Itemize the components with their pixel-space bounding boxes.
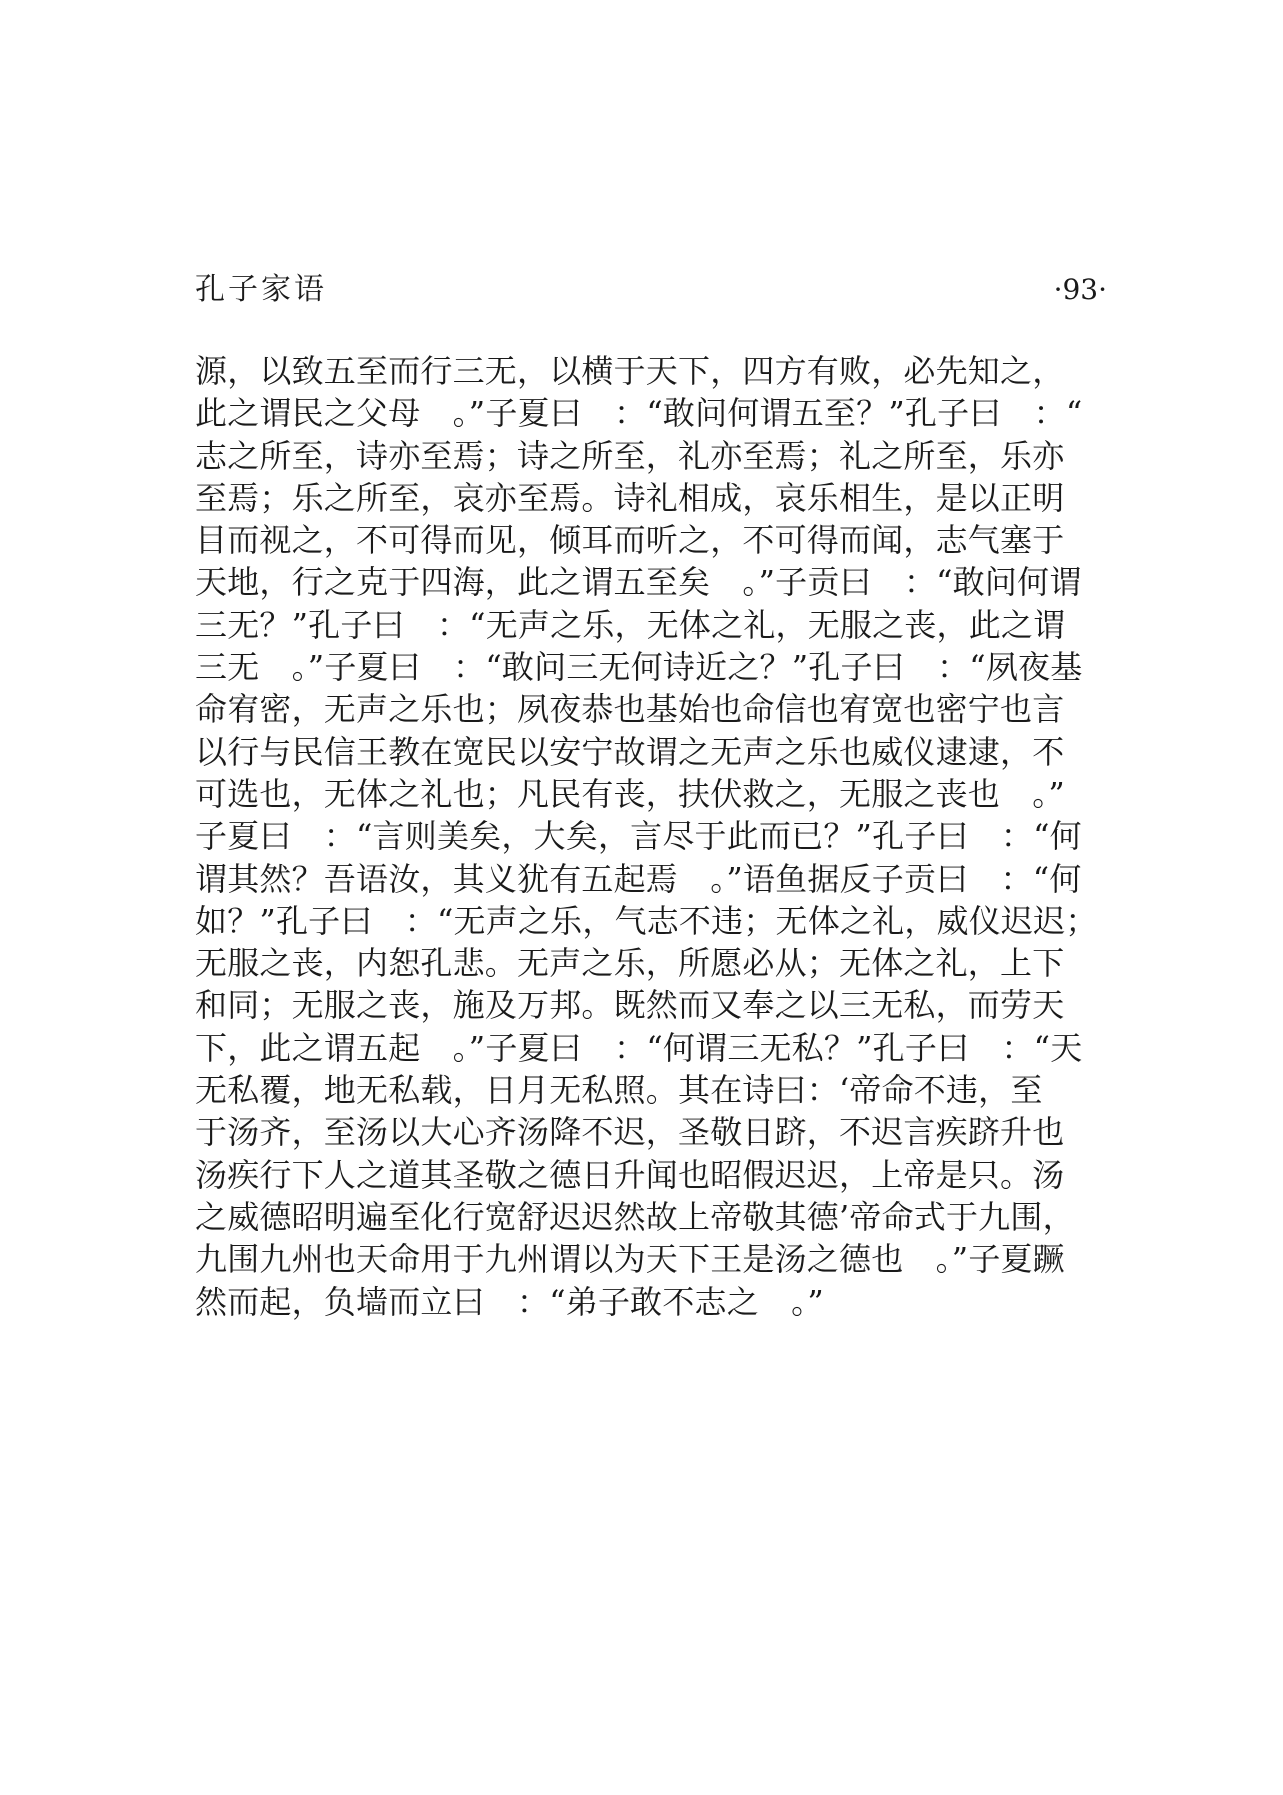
text-line: 三无 。”子夏曰 ：“敢问三无何诗近之？”孔子曰 ：“夙夜基 xyxy=(195,648,1083,687)
text-line: 可选也，无体之礼也；凡民有丧，扶伏救之，无服之丧也 。” xyxy=(195,774,1065,813)
page-number: ·93· xyxy=(1053,273,1107,306)
text-line: 和同；无服之丧，施及万邦。既然而又奉之以三无私，而劳天 xyxy=(195,986,1065,1025)
text-line: 汤疾行下人之道其圣敬之德日升闻也昭假迟迟，上帝是只。汤 xyxy=(195,1155,1065,1194)
text-line: 命宥密，无声之乐也；夙夜恭也基始也命信也宥宽也密宁也言 xyxy=(195,690,1065,729)
text-line: 天地，行之克于四海，此之谓五至矣 。”子贡曰 ：“敢问何谓 xyxy=(195,563,1082,602)
text-line: 下，此之谓五起 。”子夏曰 ：“何谓三无私？”孔子曰 ：“天 xyxy=(195,1028,1083,1067)
running-head xyxy=(195,268,1107,312)
text-line: 之威德昭明遍至化行宽舒迟迟然故上帝敬其德’帝命式于九围， xyxy=(195,1197,1075,1236)
text-line: 目而视之，不可得而见，倾耳而听之，不可得而闻，志气塞于 xyxy=(195,521,1065,560)
text-line: 无服之丧，内恕孔悲。无声之乐，所愿必从；无体之礼，上下 xyxy=(195,944,1065,983)
text-line: 三无？”孔子曰 ：“无声之乐，无体之礼，无服之丧，此之谓 xyxy=(195,605,1066,644)
text-line: 无私覆，地无私载，日月无私照。其在诗曰：‘帝命不违，至 xyxy=(195,1071,1043,1110)
text-line: 于汤齐，至汤以大心齐汤降不迟，圣敬日跻，不迟言疾跻升也 xyxy=(195,1113,1065,1152)
text-line: 九围九州也天命用于九州谓以为天下王是汤之德也 。”子夏蹶 xyxy=(195,1240,1065,1279)
text-line: 志之所至，诗亦至焉；诗之所至，礼亦至焉；礼之所至，乐亦 xyxy=(195,436,1065,475)
book-title: 孔子家语 xyxy=(195,272,327,307)
text-line: 以行与民信王教在宽民以安宁故谓之无声之乐也威仪逮逮，不 xyxy=(195,732,1065,771)
text-line: 谓其然？吾语汝，其义犹有五起焉 。”语鱼据反子贡曰 ：“何 xyxy=(195,859,1082,898)
text-line: 源，以致五至而行三无，以横于天下，四方有败，必先知之， xyxy=(195,352,1065,390)
text-line: 如？”孔子曰 ：“无声之乐，气志不违；无体之礼，威仪迟迟； xyxy=(195,901,1098,940)
text-line: 然而起，负墙而立曰 ：“弟子敢不志之 。” xyxy=(195,1282,824,1321)
body-text xyxy=(195,350,1115,1323)
text-line: 至焉；乐之所至，哀亦至焉。诗礼相成，哀乐相生，是以正明 xyxy=(195,478,1065,517)
text-line: 子夏曰 ：“言则美矣，大矣，言尽于此而已？”孔子曰 ：“何 xyxy=(195,817,1082,856)
text-line: 此之谓民之父母 。”子夏曰 ：“敢问何谓五至？”孔子曰 ：“ xyxy=(195,394,1083,433)
